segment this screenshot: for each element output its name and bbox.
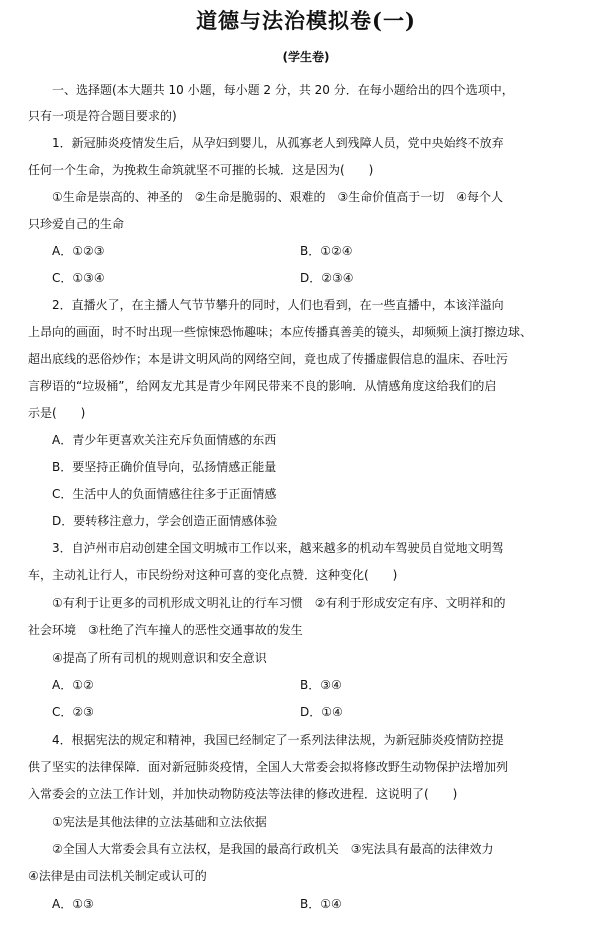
q4-stem-line3: 入常委会的立法工作计划，并加快动物防疫法等法律的修改进程．这说明了( )	[28, 787, 458, 801]
q2-stem-line3: 超出底线的恶俗炒作；本是讲文明风尚的网络空间，竟也成了传播虚假信息的温床、吞吐污	[28, 352, 509, 366]
q2-stem-line5: 示是( )	[28, 406, 86, 420]
section-heading-line2: 只有一项是符合题目要求的)	[28, 109, 177, 123]
q4-items-line3: ④法律是由司法机关制定或认可的	[28, 869, 207, 883]
q4-items-line2: ②全国人大常委会具有立法权，是我国的最高行政机关 ③宪法具有最高的法律效力	[52, 842, 494, 856]
q3-option-c[interactable]: C．②③	[52, 705, 94, 719]
page-title: 道德与法治模拟卷(一)	[196, 8, 416, 33]
q4-items-line1: ①宪法是其他法律的立法基础和立法依据	[52, 815, 267, 829]
q1-option-b[interactable]: B．①②④	[300, 244, 353, 258]
q2-stem-line1: 2．直播火了，在主播人气节节攀升的同时，人们也看到，在一些直播中，本该洋溢向	[52, 298, 504, 312]
q2-option-a[interactable]: A．青少年更喜欢关注充斥负面情感的东西	[52, 433, 277, 447]
q1-stem-line1: 1．新冠肺炎疫情发生后，从孕妇到婴儿，从孤寡老人到残障人员，党中央始终不放弃	[52, 136, 504, 150]
q4-stem-line1: 4．根据宪法的规定和精神，我国已经制定了一系列法律法规，为新冠肺炎疫情防控提	[52, 733, 504, 747]
q1-option-d[interactable]: D．②③④	[300, 271, 354, 285]
q3-option-a[interactable]: A．①②	[52, 678, 94, 692]
q1-option-a[interactable]: A．①②③	[52, 244, 105, 258]
q3-stem-line2: 车，主动礼让行人，市民纷纷对这种可喜的变化点赞．这种变化( )	[28, 568, 398, 582]
q1-option-c[interactable]: C．①③④	[52, 271, 105, 285]
q2-option-b[interactable]: B．要坚持正确价值导向，弘扬情感正能量	[52, 460, 277, 474]
q2-option-c[interactable]: C．生活中人的负面情感往往多于正面情感	[52, 487, 277, 501]
q4-option-a[interactable]: A．①③	[52, 897, 94, 911]
q3-items-line1: ①有利于让更多的司机形成文明礼让的行车习惯 ②有利于形成安定有序、文明祥和的	[52, 596, 506, 610]
q3-option-b[interactable]: B．③④	[300, 678, 342, 692]
q4-option-b[interactable]: B．①④	[300, 897, 342, 911]
q1-items-line1: ①生命是崇高的、神圣的 ②生命是脆弱的、艰难的 ③生命价值高于一切 ④每个人	[52, 190, 504, 204]
q3-items-line2: 社会环境 ③杜绝了汽车撞人的恶性交通事故的发生	[28, 623, 303, 637]
page-subtitle: (学生卷)	[282, 50, 330, 64]
q2-stem-line2: 上昂向的画面，时不时出现一些惊悚恐怖趣味；本应传播真善美的镜头，却频频上演打擦边球、	[28, 325, 533, 339]
q4-stem-line2: 供了坚实的法律保障．面对新冠肺炎疫情，全国人大常委会拟将修改野生动物保护法增加列	[28, 760, 509, 774]
q2-option-d[interactable]: D．要转移注意力，学会创造正面情感体验	[52, 514, 278, 528]
q3-items-line3: ④提高了所有司机的规则意识和安全意识	[52, 651, 267, 665]
q3-stem-line1: 3．自泸州市启动创建全国文明城市工作以来，越来越多的机动车驾驶员自觉地文明驾	[52, 541, 504, 555]
q2-stem-line4: 言秽语的“垃圾桶”，给网友尤其是青少年网民带来不良的影响．从情感角度这给我们的启	[28, 379, 497, 393]
q1-stem-line2: 任何一个生命，为挽救生命筑就坚不可摧的长城．这是因为( )	[28, 163, 374, 177]
section-heading-line1: 一、选择题(本大题共 10 小题，每小题 2 分，共 20 分．在每小题给出的四个选项中，	[52, 83, 514, 97]
q3-option-d[interactable]: D．①④	[300, 705, 343, 719]
q1-items-line2: 只珍爱自己的生命	[28, 217, 125, 231]
